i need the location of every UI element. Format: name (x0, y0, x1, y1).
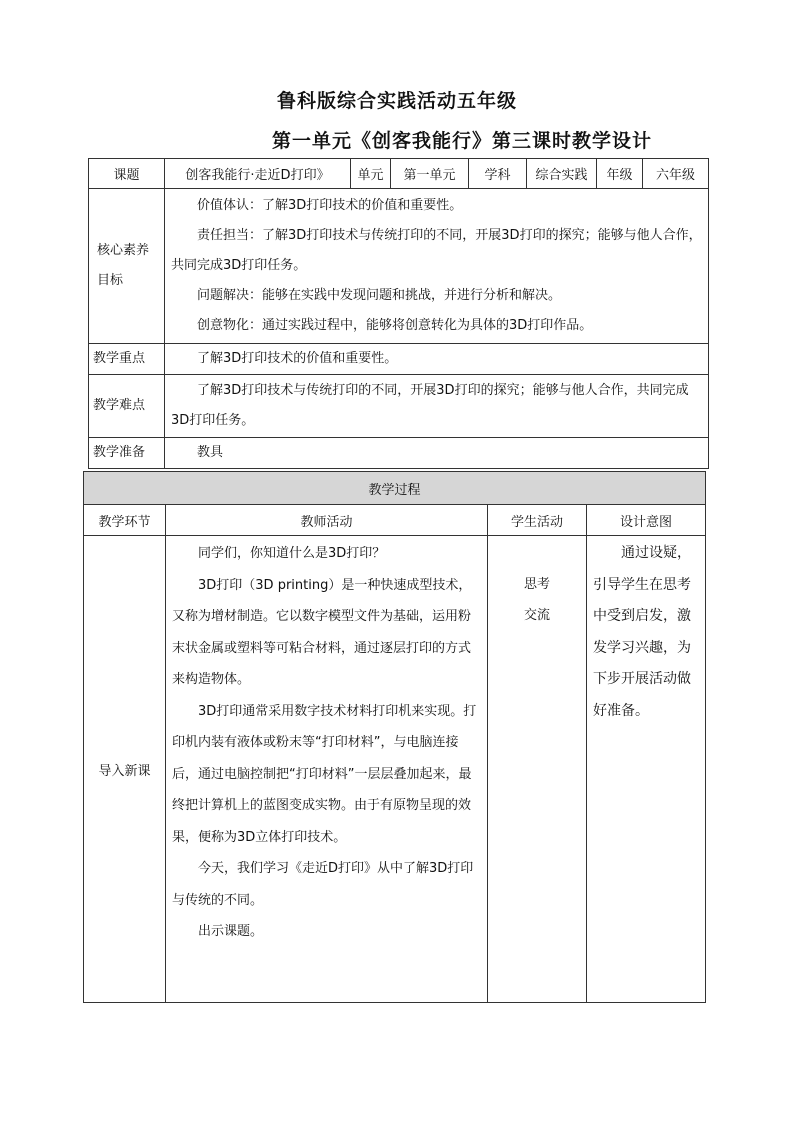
grade-value: 六年级 (643, 159, 709, 189)
subject-value: 综合实践 (527, 159, 597, 189)
lesson-label: 课题 (89, 159, 165, 189)
prep-label: 教学准备 (89, 438, 165, 469)
core-goal-item: 创意物化：通过实践过程中，能够将创意转化为具体的3D打印作品。 (197, 318, 593, 333)
core-goal-item: 问题解决：能够在实践中发现问题和挑战，并进行分析和解决。 (197, 288, 562, 303)
core-goals-label: 核心素养目标 (89, 189, 165, 344)
stage-cell: 导入新课 (84, 536, 166, 1003)
stage-column-header: 教学环节 (84, 505, 166, 536)
difficulty-label: 教学难点 (89, 375, 165, 438)
document-title: 鲁科版综合实践活动五年级 (276, 90, 517, 112)
core-goal-item: 价值体认：了解3D打印技术的价值和重要性。 (197, 198, 463, 213)
student-column-header: 学生活动 (488, 505, 587, 536)
subject-label: 学科 (469, 159, 527, 189)
student-activity-cell (488, 536, 587, 1003)
core-goals-content (165, 189, 709, 344)
process-header: 教学过程 (84, 472, 706, 505)
teacher-paragraph: 3D打印（3D printing）是一种快速成型技术，又称为增材制造。它以数字模型文件为基础，运用粉末状金属或塑料等可粘合材料，通过逐层打印的方式来构造物体。 (172, 577, 472, 687)
student-activity-item: 交流 (523, 608, 550, 623)
key-point-label: 教学重点 (89, 344, 165, 375)
document-subtitle: 第一单元《创客我能行》第三课时教学设计 (272, 130, 653, 152)
unit-value: 第一单元 (391, 159, 469, 189)
grade-label: 年级 (597, 159, 643, 189)
teacher-activity-cell (166, 536, 488, 1003)
lesson-value: 创客我能行·走近D打印》 (165, 159, 351, 189)
unit-label: 单元 (351, 159, 391, 189)
design-column-header: 设计意图 (587, 505, 706, 536)
teacher-paragraph: 出示课题。 (198, 924, 264, 939)
design-intent-text: 通过设疑，引导学生在思考中受到启发，激发学习兴趣，为下步开展活动做好准备。 (593, 545, 691, 719)
key-point-value: 了解3D打印技术的价值和重要性。 (197, 351, 398, 366)
teacher-paragraph: 同学们，你知道什么是3D打印？ (198, 546, 386, 561)
teacher-paragraph: 3D打印通常采用数字技术材料打印机来实现。打印机内装有液体或粉末等“打印材料”，与电脑连接后，通过电脑控制把“打印材料”一层层叠加起来，最终把计算机上的蓝图变成实物。由于有原物呈现的效果，便称为3D立体打印技术。 (172, 703, 477, 845)
lesson-info-table (88, 158, 709, 469)
teaching-process-table (83, 471, 706, 1003)
difficulty-value: 了解3D打印技术与传统打印的不同，开展3D打印的探究；能够与他人合作，共同完成3D打印任务。 (171, 383, 689, 428)
core-goal-item: 责任担当：了解3D打印技术与传统打印的不同，开展3D打印的探究；能够与他人合作，共同完成3D打印任务。 (171, 228, 702, 273)
teacher-column-header: 教师活动 (166, 505, 488, 536)
student-activity-item: 思考 (523, 577, 550, 592)
design-intent-cell (587, 536, 706, 1003)
teacher-paragraph: 今天，我们学习《走近D打印》从中了解3D打印与传统的不同。 (172, 861, 474, 908)
prep-value: 教具 (197, 445, 224, 460)
